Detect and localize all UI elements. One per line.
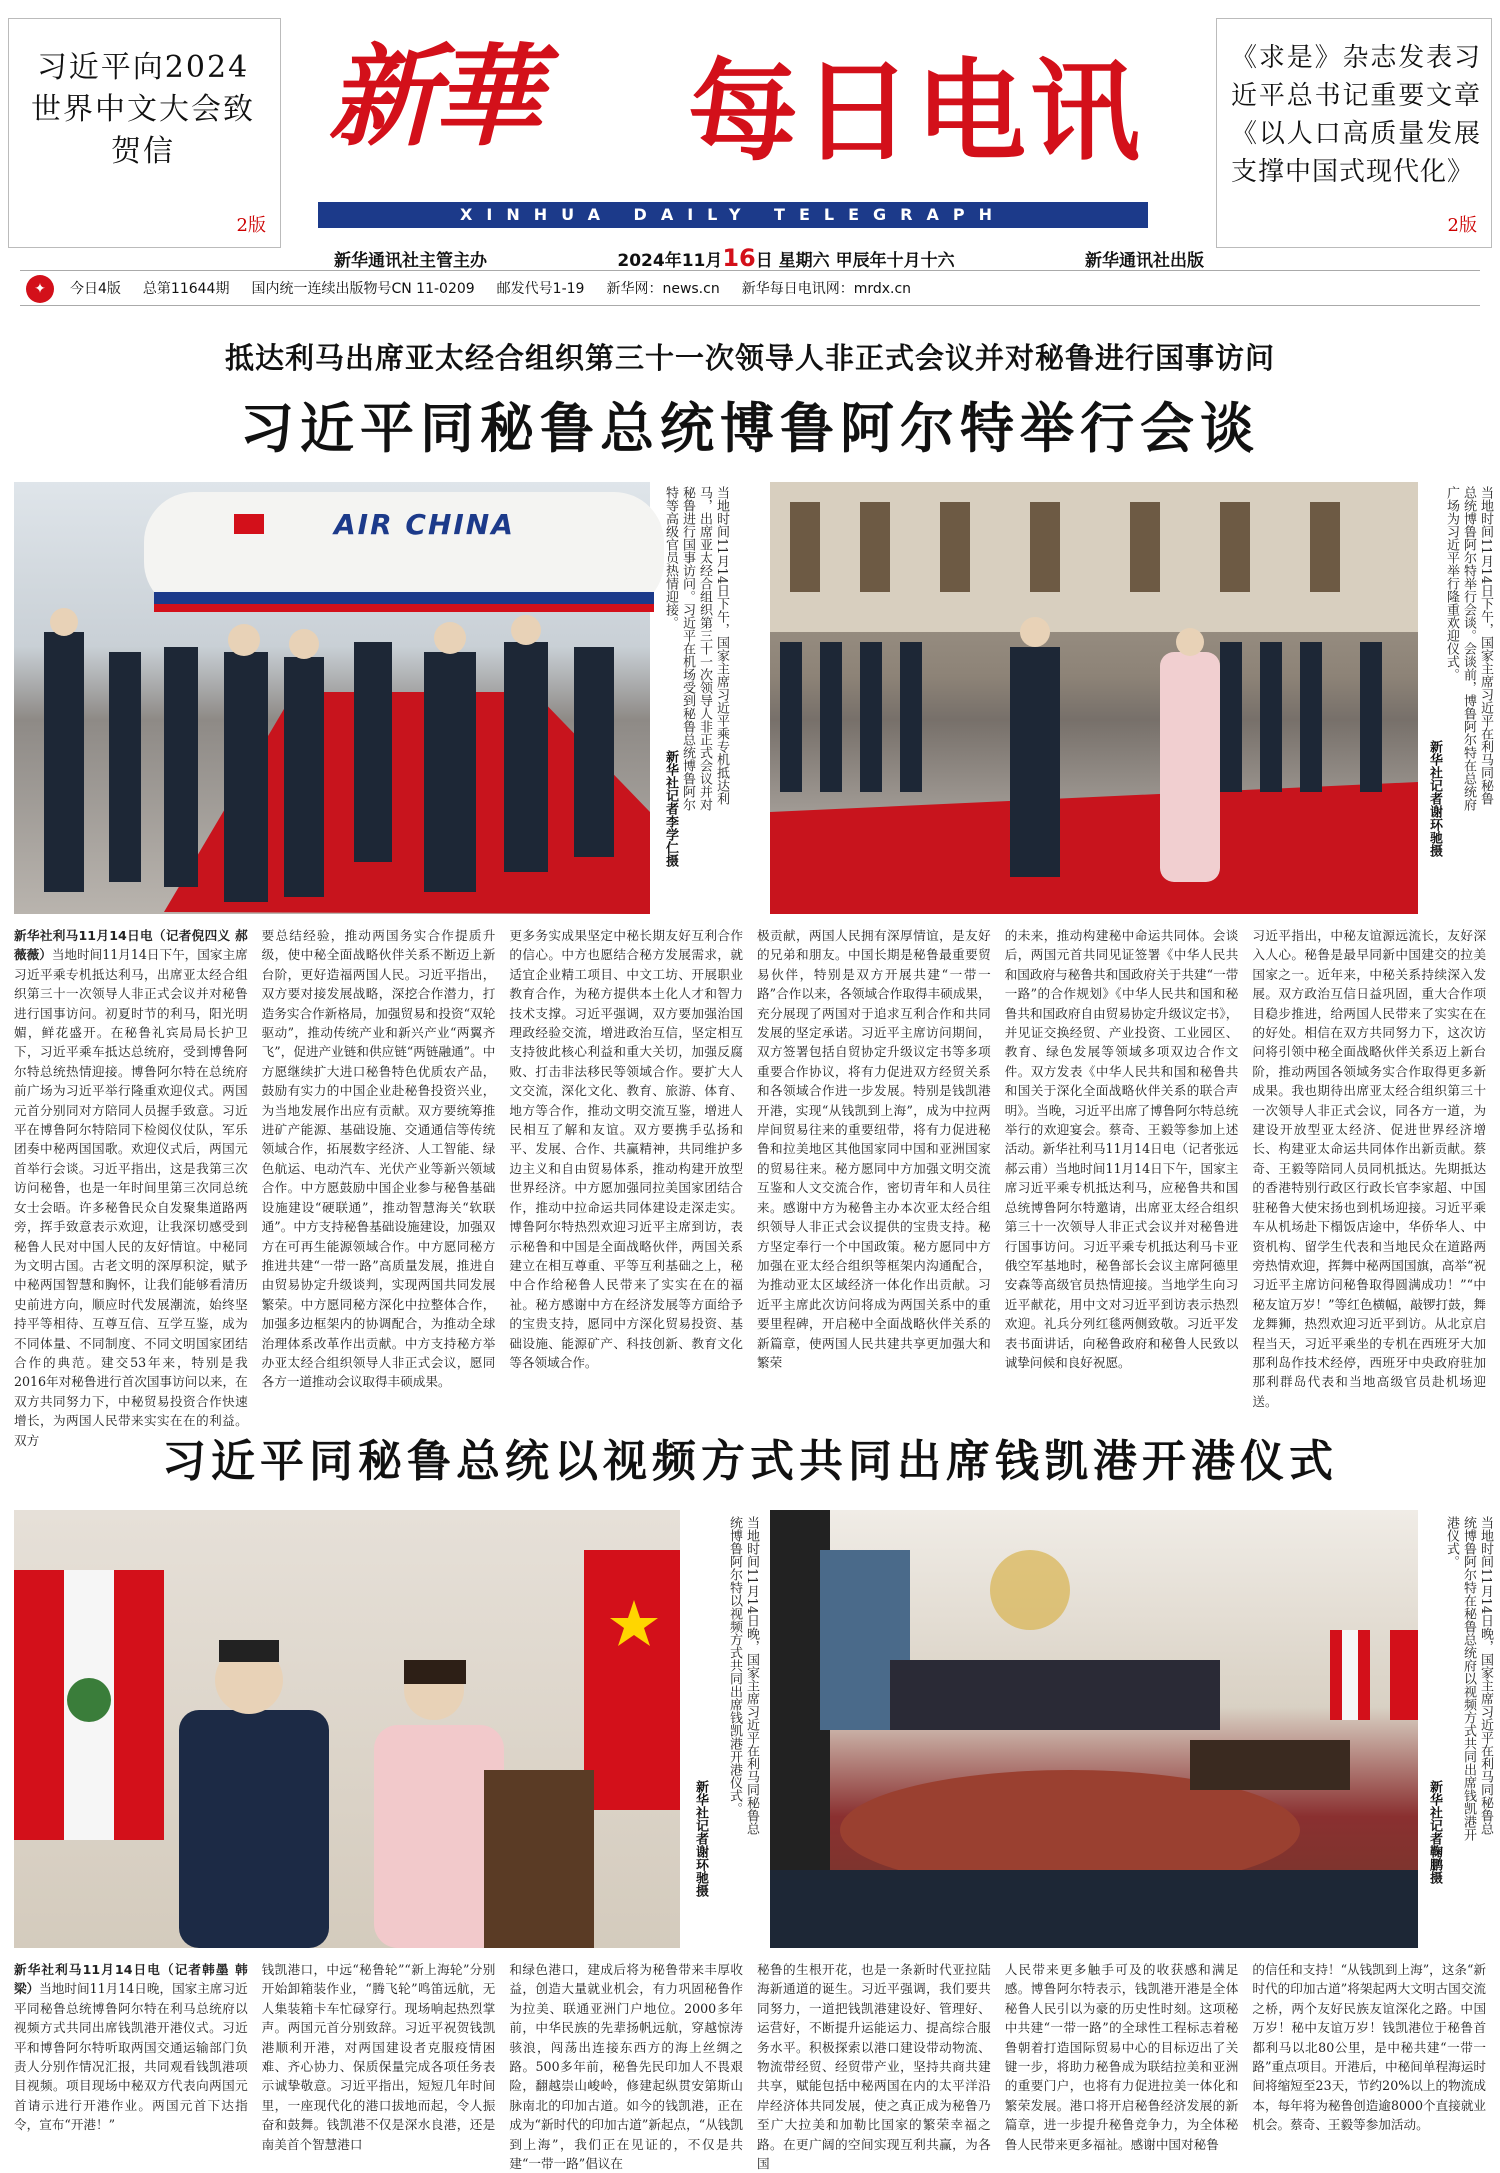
story1-subhead: 抵达利马出席亚太经合组织第三十一次领导人非正式会议并对秘鲁进行国事访问 — [224, 341, 1275, 375]
photo-handshake[interactable] — [14, 1510, 680, 1948]
photo-ceremony-hall[interactable] — [770, 1510, 1418, 1948]
masthead — [318, 22, 1190, 232]
info-item-link[interactable]: 新华网：news.cn — [606, 281, 720, 297]
info-item: 今日4版 — [70, 281, 121, 297]
story2-column: 秘鲁的生根开花，也是一条新时代亚拉陆海新通道的诞生。习近平强调，我们要共同努力，一道把钱凯港建设好、管理好、运营好，不断提升运能运力、提高综合服务水平。积极探索以港口建设带动物流、物流带经贸、经贸带产业，坚持共商共建共享，赋能包括中秘两国在内的太平洋沿岸经济体共同发展，使之真正成为秘鲁乃至广大拉美和加勒比国家的繁荣幸福之路。在更广阔的空间实现互利共赢，为各国 — [757, 1962, 991, 2172]
story1-body — [14, 926, 1487, 1448]
photo2-caption: 当地时间11月14日下午，国家主席习近平在利马同秘鲁总统博鲁阿尔特举行会谈。会谈前，博鲁阿尔特在总统府广场为习近平举行隆重欢迎仪式。 — [1444, 486, 1493, 811]
story1-column: 习近平指出，中秘友谊源远流长，友好深入人心。秘鲁是最早同新中国建交的拉美国家之一。近年来，中秘关系持续深入发展。双方政治互信日益巩固，重大合作项目稳步推进，给两国人民带来了实实在在的好处。相信在双方共同努力下，这次访问将引领中秘全面战略伙伴关系迈上新台阶，推动两国各领域务实合作取得更多新成果。我也期待出席亚太经合组织第三十一次领导人非正式会议，同各方一道，为建设开放型亚太经济、促进世界经济增长、构建亚太命运共同体作出新贡献。蔡奇、王毅等陪同人员同机抵达。先期抵达的香港特别行政区行政长官李家超、中国驻秘鲁大使宋扬也到机场迎接。习近平乘车从机场赴下榻饭店途中，华侨华人、中资机构、留学生代表和当地民众在道路两旁热情欢迎，挥舞中秘两国国旗，高举“祝习近平主席访问秘鲁取得圆满成功！”“中秘友谊万岁！”等红色横幅，敲锣打鼓，舞龙舞狮，热烈欢迎习近平到访。从北京启程当天，习近平乘坐的专机在西班牙大加那利岛作技术经停，西班牙中央政府驻加那利群岛代表和当地高级官员赴机场迎送。 — [1252, 928, 1487, 1409]
ear-right-title: 《求是》杂志发表习近平总书记重要文章《以人口高质量发展支撑中国式现代化》 — [1231, 43, 1481, 187]
story2-column: 新华社利马11月14日电（记者韩墨 韩梁）当地时间11月14日晚，国家主席习近平同秘鲁总统博鲁阿尔特在利马总统府以视频方式共同出席钱凯港开港仪式。习近平和博鲁阿尔特听取两国交通运输部门负责人分别作情况汇报，共同观看钱凯港项目视频。项目现场中秘双方代表向两国元首请示进行开港作业。两国元首下达指令，宣布“开港！” — [14, 1962, 248, 2133]
photo-welcome-ceremony[interactable] — [770, 482, 1418, 914]
info-item: 总第11644期 — [142, 281, 230, 297]
info-item-link[interactable]: 新华每日电讯网：mrdx.cn — [741, 281, 912, 297]
aircraft-livery-text: AIR CHINA — [334, 508, 515, 541]
story1-column: 极贡献，两国人民拥有深厚情谊，是友好的兄弟和朋友。中国长期是秘鲁最重要贸易伙伴，特别是双方开展共建“一带一路”合作以来，各领域合作取得丰硕成果，充分展现了两国对于追求互利合作和共同发展的坚定承诺。习近平主席访问期间，双方签署包括自贸协定升级议定书等多项重要合作协议，将有力促进双方经贸关系和各领域合作进一步发展。特别是钱凯港开港，实现“从钱凯到上海”，成为中拉两岸间贸易往来的重要纽带，将有力促进秘鲁和拉美地区其他国家同中国和亚洲国家的贸易往来。秘方愿同中方加强文明交流互鉴和人文交流合作，密切青年和人员往来。感谢中方为秘鲁主办本次亚太经合组织领导人非正式会议提供的宝贵支持。秘方坚定奉行一个中国政策。秘方愿同中方加强在亚太经合组织等框架内沟通配合，为推动亚太区域经济一体化作出贡献。习近平主席此次访问将成为两国关系中的重要里程碑，开启秘中全面战略伙伴关系的新篇章，使两国人民共建共享更加强大和繁荣 — [757, 928, 991, 1370]
photo2-credit: 新华社记者谢环驰摄 — [1427, 740, 1442, 857]
photo1-caption: 当地时间11月14日下午，国家主席习近平乘专机抵达利马，出席亚太经合组织第三十一次领导人非正式会议并对秘鲁进行国事访问。习近平在机场受到秘鲁总统博鲁阿尔特等高级官员热情迎接。 — [663, 486, 729, 811]
story1-column: 新华社利马11月14日电（记者倪四义 郝薇薇）当地时间11月14日下午，国家主席习近平乘专机抵达利马，出席亚太经合组织第三十一次领导人非正式会议并对秘鲁进行国事访问。初夏时节的利马，阳光明媚，鲜花盛开。在秘鲁礼宾局局长护卫下，习近平乘车抵达总统府，受到博鲁阿尔特总统热情迎接。博鲁阿尔特在总统府前广场为习近平举行隆重欢迎仪式。两国元首分别同对方陪同人员握手致意。习近平在博鲁阿尔特陪同下检阅仪仗队，军乐团奏中秘两国国歌。欢迎仪式后，两国元首举行会谈。习近平指出，这是我第三次访问秘鲁，也是一年时间里第三次同总统女士会晤。许多秘鲁民众自发聚集道路两旁，挥手致意表示欢迎，让我深切感受到秘鲁人民对中国人民的友好情谊。中秘同为文明古国。古老文明的深厚积淀，赋予中秘两国智慧和胸怀，让我们能够看清历史前进方向，顺应时代发展潮流，始终坚持平等相待、互尊互信、互学互鉴，成为不同体量、不同制度、不同文明国家团结合作的典范。建交53年来，特别是我2016年对秘鲁进行首次国事访问以来，在双方共同努力下，中秘贸易投资合作快速增长，为两国人民带来实实在在的利益。双方 — [14, 928, 248, 1448]
date-day: 16 — [722, 244, 756, 272]
logo-english: XINHUA DAILY TELEGRAPH — [318, 202, 1148, 228]
info-item: 邮发代号1-19 — [496, 281, 585, 297]
photo-palace-illustration — [770, 482, 1418, 914]
story2-headline[interactable]: 习近平同秘鲁总统以视频方式共同出席钱凯港开港仪式 — [162, 1436, 1338, 1487]
photo-airport-illustration — [14, 482, 650, 914]
story2-column: 钱凯港口，中远“秘鲁轮”“新上海轮”分别开始卸箱装作业，“腾飞轮”鸣笛远航，无人集装箱卡车忙碌穿行。现场响起热烈掌声。两国元首分别致辞。习近平祝贺钱凯港顺利开港，对两国建设者克服疫情困难、齐心协力、保质保量完成各项任务表示诚挚敬意。习近平指出，短短几年时间里，一座现代化的港口拔地而起，令人振奋和鼓舞。钱凯港不仅是深水良港，还是南美首个智慧港口 — [261, 1962, 496, 2152]
ear-left-title: 习近平向2024世界中文大会致贺信 — [31, 50, 255, 169]
photo-handshake-illustration — [14, 1510, 680, 1948]
publisher-text: 新华通讯社出版 — [1084, 251, 1204, 271]
info-bar — [20, 270, 1480, 306]
photo-hall-illustration — [770, 1510, 1418, 1948]
ear-right-box[interactable] — [1216, 18, 1492, 248]
photo3-caption: 当地时间11月14日晚，国家主席习近平在利马同秘鲁总统博鲁阿尔特以视频方式共同出席钱凯港开港仪式。 — [727, 1516, 759, 1836]
xinhua-emblem-icon: ✦ — [26, 275, 54, 303]
masthead-info — [334, 244, 1204, 272]
date-text: 2024年11月16日 星期六 甲辰年十月十六 — [617, 244, 955, 272]
photo1-credit: 新华社记者李学仁摄 — [663, 750, 678, 867]
story2-column: 和绿色港口，建成后将为秘鲁带来丰厚收益，创造大量就业机会，有力巩固秘鲁作为拉美、联通亚洲门户地位。2000多年前，中华民族的先辈扬帆远航，穿越惊涛骇浪，闯荡出连接东西方的海上丝绸之路。500多年前，秘鲁先民印加人不畏艰险，翻越崇山峻岭，修建起纵贯安第斯山脉南北的印加古道。如今的钱凯港，正在成为“新时代的印加古道”新起点，“从钱凯到上海”，我们正在见证的，不仅是共建“一带一路”倡议在 — [509, 1962, 744, 2172]
info-item: 国内统一连续出版物号CN 11-0209 — [251, 281, 475, 297]
supervisor-text: 新华通讯社主管主办 — [334, 251, 487, 271]
logo: 新華 — [328, 32, 536, 161]
photo-airport-arrival[interactable] — [14, 482, 650, 914]
photo3-credit: 新华社记者谢环驰摄 — [693, 1780, 708, 1897]
story2-body — [14, 1960, 1487, 2172]
story1-column: 要总结经验，推动两国务实合作提质升级，使中秘全面战略伙伴关系不断迈上新台阶，更好造福两国人民。习近平指出，双方要对接发展战略，深挖合作潜力，打造务实合作新格局，加强贸易和投资“双轮驱动”，推动传统产业和新兴产业“两翼齐飞”，促进产业链和供应链“两链融通”。中方愿继续扩大进口秘鲁特色优质农产品，鼓励有实力的中国企业赴秘鲁投资兴业，为当地发展作出应有贡献。双方要统筹推进矿产能源、基础设施、交通通信等传统领域合作，拓展数字经济、人工智能、绿色航运、电动汽车、光伏产业等新兴领域合作。中方愿鼓励中国企业参与秘鲁基础设施建设“硬联通”，推动智慧海关“软联通”。中方支持秘鲁基础设施建设，加强双方在可再生能源领域合作。中方愿同秘方推进共建“一带一路”高质量发展，推进自由贸易协定升级谈判，实现两国共同发展繁荣。中方愿同秘方深化中拉整体合作，加强多边框架内的协调配合，为推动全球治理体系改革作出贡献。中方支持秘方举办亚太经合组织领导人非正式会议，愿同各方一道推动会议取得丰硕成果。 — [261, 928, 496, 1390]
ear-left-page[interactable]: 2版 — [236, 215, 266, 236]
photo4-caption: 当地时间11月14日晚，国家主席习近平在利马同秘鲁总统博鲁阿尔特在秘鲁总统府以视频方式共同出席钱凯港开港仪式。 — [1444, 1516, 1493, 1841]
photo4-credit: 新华社记者鞠鹏摄 — [1427, 1780, 1442, 1884]
story1-column: 更多务实成果坚定中秘长期友好互利合作的信心。中方也愿结合秘方发展需求，就适宜企业精工项目、中文工坊、开展职业教育合作，为秘方提供本土化人才和智力技术支撑。习近平强调，双方要加强治国理政经验交流，增进政治互信，坚定相互支持彼此核心利益和重大关切，加强反腐败、打击非法移民等领域合作。要扩大人文交流，深化文化、教育、旅游、体育、地方等合作，推动文明交流互鉴，增进人民相互了解和友谊。双方要携手弘扬和平、发展、合作、共赢精神，共同维护多边主义和自由贸易体系，推动构建开放型世界经济。中方愿加强同拉美国家团结合作，推动中拉命运共同体建设走深走实。博鲁阿尔特热烈欢迎习近平主席到访，表示秘鲁和中国是全面战略伙伴，两国关系建立在相互尊重、平等互利基础之上，秘中合作给秘鲁人民带来了实实在在的福祉。秘方感谢中方在经济发展等方面给予的宝贵支持，愿同中方深化贸易投资、基础设施、能源矿产、科技创新、教育文化等各领域合作。 — [509, 928, 744, 1370]
ear-left-box[interactable] — [8, 18, 281, 248]
logo-subtitle: 每日电讯 — [688, 48, 1144, 176]
story1-headline[interactable]: 习近平同秘鲁总统博鲁阿尔特举行会谈 — [240, 397, 1260, 460]
story2-column: 人民带来更多触手可及的收获感和满足感。博鲁阿尔特表示，钱凯港开港是全体秘鲁人民引以为豪的历史性时刻。这项秘中共建“一带一路”的全球性工程标志着秘鲁朝着打造国际贸易中心的目标迈出了关键一步，将助力秘鲁成为联结拉美和亚洲的重要门户，也将有力促进拉美一体化和繁荣发展。港口将开启秘鲁经济发展的新篇章，进一步提升秘鲁竞争力，为全体秘鲁人民带来更多福祉。感谢中国对秘鲁 — [1004, 1962, 1239, 2152]
story2-column: 的信任和支持！“从钱凯到上海”，这条“新时代的印加古道”将架起两大文明古国交流之桥，两个友好民族友谊深化之路。中国万岁！秘中友谊万岁！钱凯港位于秘鲁首都利马以北80公里，是中秘共建“一带一路”重点项目。开港后，中秘间单程海运时间将缩短至23天，节约20%以上的物流成本，每年将为秘鲁创造逾8000个直接就业机会。蔡奇、王毅等参加活动。 — [1252, 1962, 1487, 2133]
ear-right-page[interactable]: 2版 — [1447, 215, 1477, 236]
story1-column: 的未来，推动构建秘中命运共同体。会谈后，两国元首共同见证签署《中华人民共和国政府与秘鲁共和国政府关于共建“一带一路”的合作规划》《中华人民共和国和秘鲁共和国政府自由贸易协定升级议定书》，并见证交换经贸、产业投资、工业园区、教育、绿色发展等领域多项双边合作文件。双方发表《中华人民共和国和秘鲁共和国关于深化全面战略伙伴关系的联合声明》。当晚，习近平出席了博鲁阿尔特总统举行的欢迎宴会。蔡奇、王毅等参加上述活动。新华社利马11月14日电（记者张远 郝云甫）当地时间11月14日下午，国家主席习近平乘专机抵达利马，应秘鲁共和国总统博鲁阿尔特邀请，出席亚太经合组织第三十一次领导人非正式会议并对秘鲁进行国事访问。习近平乘专机抵达利马卡亚俄空军基地时，秘鲁部长会议主席阿德里安森等高级官员热情迎接。当地学生向习近平献花，用中文对习近平到访表示热烈欢迎。礼兵分列红毯两侧致敬。习近平发表书面讲话，向秘鲁政府和秘鲁人民致以诚挚问候和良好祝愿。 — [1004, 928, 1239, 1370]
